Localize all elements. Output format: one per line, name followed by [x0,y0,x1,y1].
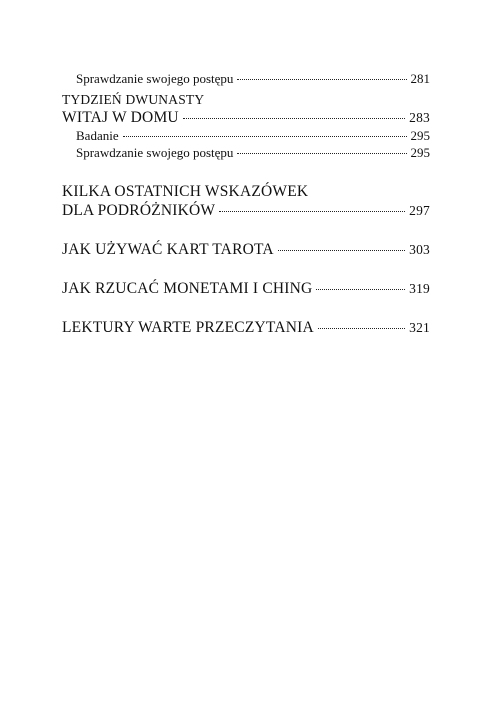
toc-page-number: 321 [409,319,430,335]
dot-leader [316,289,405,290]
toc-page-number: 283 [409,109,430,125]
toc-entry-progress-check-2[interactable] [62,144,430,162]
toc-page-number: 303 [409,241,430,257]
toc-entry-study[interactable] [62,127,430,145]
toc-entry-i-ching[interactable] [62,279,430,298]
dot-leader [318,328,405,329]
toc-page-number: 281 [410,71,430,86]
toc-page-number: 295 [410,127,430,143]
toc-entry-tarot[interactable] [62,240,430,259]
table-of-contents [62,70,430,337]
dot-leader [123,136,407,137]
toc-entry-label: JAK RZUCAĆ MONETAMI I CHING [62,279,313,297]
toc-page-number: 295 [410,145,430,160]
toc-entry-label: JAK UŻYWAĆ KART TAROTA [62,240,274,258]
toc-entry-welcome-home[interactable] [62,108,430,127]
dot-leader [237,153,406,154]
toc-section-heading: TYDZIEŃ DWUNASTY [62,91,205,107]
toc-entry-label: Sprawdzanie swojego postępu [76,71,234,86]
toc-entry-reading-list[interactable] [62,318,430,337]
toc-entry-progress-check-1[interactable] [62,70,430,88]
toc-page-number: 319 [409,280,430,296]
toc-entry-travel-tips[interactable] [62,182,430,220]
toc-page-number: 297 [409,202,430,218]
toc-entry-label: Badanie [76,127,119,143]
dot-leader [278,250,405,251]
toc-entry-line2 [62,201,430,220]
toc-entry-label: WITAJ W DOMU [62,108,179,126]
toc-entry-label: LEKTURY WARTE PRZECZYTANIA [62,318,314,336]
toc-entry-label-line1: KILKA OSTATNICH WSKAZÓWEK [62,182,309,200]
toc-entry-label-line2: DLA PODRÓŻNIKÓW [62,201,216,219]
toc-entry-label: Sprawdzanie swojego postępu [76,145,234,160]
dot-leader [183,118,405,119]
dot-leader [237,79,406,80]
dot-leader [219,211,405,212]
